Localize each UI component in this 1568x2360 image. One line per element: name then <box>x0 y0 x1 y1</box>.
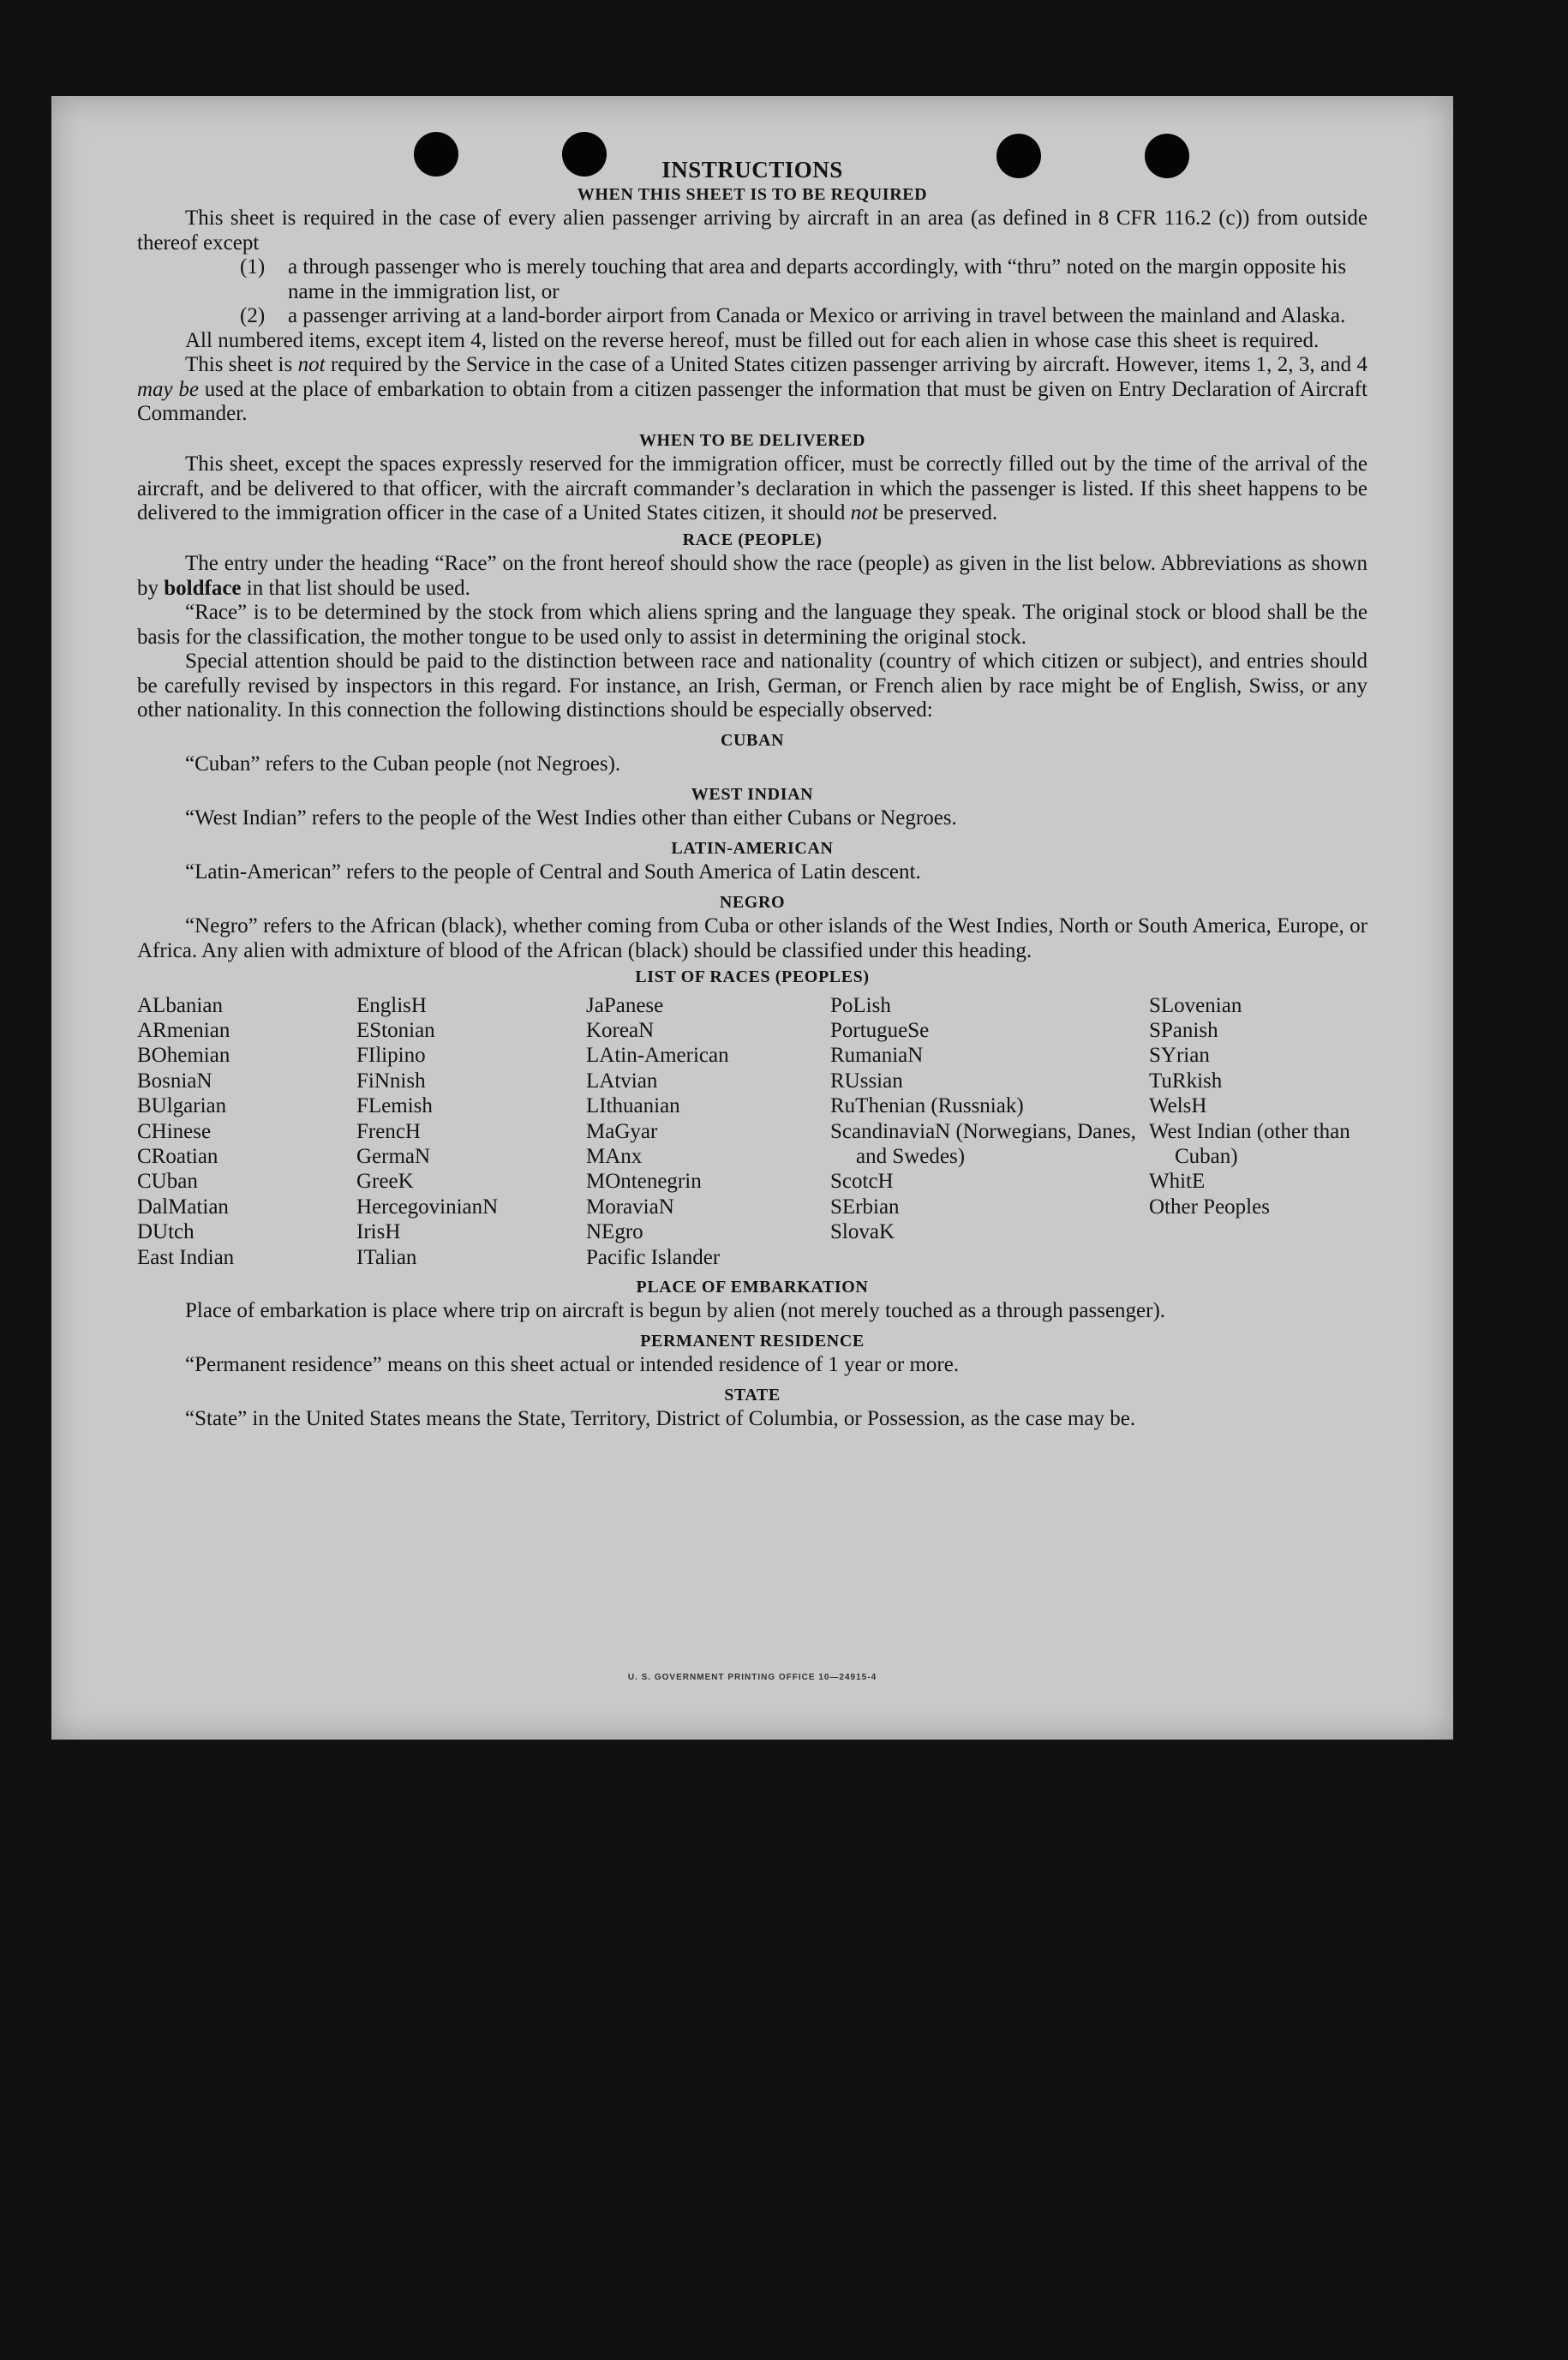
section-heading-embarkation: PLACE OF EMBARKATION <box>636 1277 869 1297</box>
race-entry: DalMatian <box>137 1195 229 1219</box>
paragraph: This sheet, except the spaces expressly reserved for the immigration officer, must be correctly filled out by the time of the arrival of the aircraft, and be delivered to that officer, with the aircraft commander’s declaration in which the passenger is listed. If this sheet happens to be delivered to the immigration officer in the case of a United States citizen, it should not be preserved. <box>137 452 1368 524</box>
race-entry: FIlipino <box>356 1044 426 1068</box>
race-entry: GermaN <box>356 1144 431 1168</box>
section-heading-west-indian: WEST INDIAN <box>691 784 814 804</box>
races-column <box>1149 993 1368 1270</box>
race-entry: East Indian <box>137 1245 235 1269</box>
race-entry: IrisH <box>356 1220 401 1244</box>
paragraph: “Negro” refers to the African (black), whether coming from Cuba or other islands of the West Indies, North or South America, Europe, or Africa. Any alien with admixture of blood of the African (black) should be classified under this heading. <box>137 914 1368 962</box>
race-entry: BUlgarian <box>137 1094 227 1118</box>
race-entry: ARmenian <box>137 1018 230 1042</box>
paragraph: The entry under the heading “Race” on the front hereof should show the race (people) as given in the list below. Abbreviations as shown by boldface in that list should be used. <box>137 552 1368 600</box>
races-column <box>356 993 586 1270</box>
page-title: INSTRUCTIONS <box>661 157 843 183</box>
race-entry: FrencH <box>356 1119 421 1143</box>
race-entry: PoLish <box>830 993 891 1017</box>
document-sheet <box>51 96 1453 1740</box>
race-entry: NEgro <box>586 1220 643 1244</box>
race-entry: JaPanese <box>586 993 664 1017</box>
race-entry: GreeK <box>356 1170 414 1194</box>
list-item: (2) a passenger arriving at a land-border airport from Canada or Mexico or arriving in travel between the mainland and Alaska. <box>240 304 1346 327</box>
race-entry: FiNnish <box>356 1069 426 1093</box>
race-entry: CHinese <box>137 1119 212 1143</box>
race-entry: CRoatian <box>137 1144 218 1168</box>
race-entry: SlovaK <box>830 1220 895 1244</box>
paragraph: “Permanent residence” means on this sheet actual or intended residence of 1 year or more. <box>185 1353 960 1377</box>
race-entry: ITalian <box>356 1245 417 1269</box>
paragraph: This sheet is required in the case of every alien passenger arriving by aircraft in an area (as defined in 8 CFR 116.2 (c)) from outside thereof except <box>137 207 1368 255</box>
race-entry: FLemish <box>356 1094 433 1118</box>
race-entry: SLovenian <box>1149 993 1242 1017</box>
race-entry: LIthuanian <box>586 1094 680 1118</box>
section-heading-latin-american: LATIN-AMERICAN <box>671 838 834 858</box>
races-column <box>137 993 356 1270</box>
race-entry: RumaniaN <box>830 1044 924 1068</box>
paragraph: “Latin-American” refers to the people of Central and South America of Latin descent. <box>185 860 921 884</box>
race-entry: EStonian <box>356 1018 435 1042</box>
race-entry: Other Peoples <box>1149 1195 1270 1219</box>
race-entry: SYrian <box>1149 1044 1210 1068</box>
paragraph: “State” in the United States means the State, Territory, District of Columbia, or Possession, as the case may be. <box>185 1407 1136 1431</box>
section-heading-state: STATE <box>724 1385 781 1405</box>
paragraph: “Race” is to be determined by the stock from which aliens spring and the language they speak. The original stock or blood shall be the basis for the classification, the mother tongue to be used only to assist in determining the original stock. <box>137 601 1368 649</box>
race-entry: MaGyar <box>586 1119 658 1143</box>
section-heading-cuban: CUBAN <box>720 730 785 750</box>
section-heading-permanent-residence: PERMANENT RESIDENCE <box>640 1331 865 1351</box>
race-entry: LAtin-American <box>586 1044 729 1068</box>
section-heading-list-of-races: LIST OF RACES (PEOPLES) <box>635 967 870 986</box>
race-entry: WelsH <box>1149 1094 1207 1118</box>
race-entry: TuRkish <box>1149 1069 1223 1093</box>
instructions-text <box>137 158 1368 1432</box>
race-entry: PortugueSe <box>830 1018 930 1042</box>
race-entry: LAtvian <box>586 1069 658 1093</box>
list-item: (1) a through passenger who is merely touching that area and departs accordingly, with “thru” noted on the margin opposite his name in the immigration list, or <box>240 255 1347 303</box>
paragraph: “West Indian” refers to the people of the West Indies other than either Cubans or Negroes. <box>185 806 957 830</box>
races-column <box>586 993 830 1270</box>
printer-imprint: U. S. GOVERNMENT PRINTING OFFICE 10—24915-4 <box>627 1673 877 1682</box>
race-entry: BOhemian <box>137 1044 230 1068</box>
race-entry: ScotcH <box>830 1170 894 1194</box>
race-entry: SPanish <box>1149 1018 1218 1042</box>
race-entry: WhitE <box>1149 1170 1206 1194</box>
paragraph: All numbered items, except item 4, listed on the reverse hereof, must be filled out for each alien in whose case this sheet is required. <box>185 328 1320 352</box>
race-entry: ScandinaviaN (Norwegians, Danes, and Swedes) <box>830 1119 1136 1168</box>
races-list <box>137 993 1368 1270</box>
paragraph: This sheet is not required by the Service in the case of a United States citizen passenger arriving by aircraft. However, items 1, 2, 3, and 4 may be used at the place of embarkation to obtain from a citizen passenger the information that must be given on Entry Declaration of Aircraft Commander. <box>137 353 1368 425</box>
race-entry: BosniaN <box>137 1069 212 1093</box>
race-entry: EnglisH <box>356 993 427 1017</box>
section-heading-when-delivered: WHEN TO BE DELIVERED <box>638 430 866 450</box>
race-entry: HercegovinianN <box>356 1195 499 1219</box>
race-entry: MoraviaN <box>586 1195 674 1219</box>
race-entry: RuThenian (Russniak) <box>830 1094 1024 1118</box>
race-entry: ALbanian <box>137 993 223 1017</box>
race-entry: MAnx <box>586 1144 643 1168</box>
race-entry: Pacific Islander <box>586 1245 721 1269</box>
race-entry: MOntenegrin <box>586 1170 702 1194</box>
paragraph: Special attention should be paid to the distinction between race and nationality (country of which citizen or subject), and entries should be carefully revised by inspectors in this regard. For instance, an Irish, German, or French alien by race might be of English, Swiss, or any other nationality. In this connection the following distinctions should be especially observed: <box>137 650 1368 722</box>
race-entry: CUban <box>137 1170 198 1194</box>
race-entry: SErbian <box>830 1195 900 1219</box>
section-heading-negro: NEGRO <box>719 892 786 912</box>
race-entry: RUssian <box>830 1069 903 1093</box>
race-entry: KoreaN <box>586 1018 655 1042</box>
race-entry: DUtch <box>137 1220 195 1244</box>
paragraph: Place of embarkation is place where trip on aircraft is begun by alien (not merely touched as a through passenger). <box>185 1299 1166 1323</box>
race-entry: West Indian (other than Cuban) <box>1149 1119 1350 1168</box>
paragraph: “Cuban” refers to the Cuban people (not Negroes). <box>185 752 621 776</box>
section-heading-race: RACE (PEOPLE) <box>682 530 823 549</box>
section-heading-when-required: WHEN THIS SHEET IS TO BE REQUIRED <box>577 184 928 204</box>
races-column <box>830 993 1149 1270</box>
